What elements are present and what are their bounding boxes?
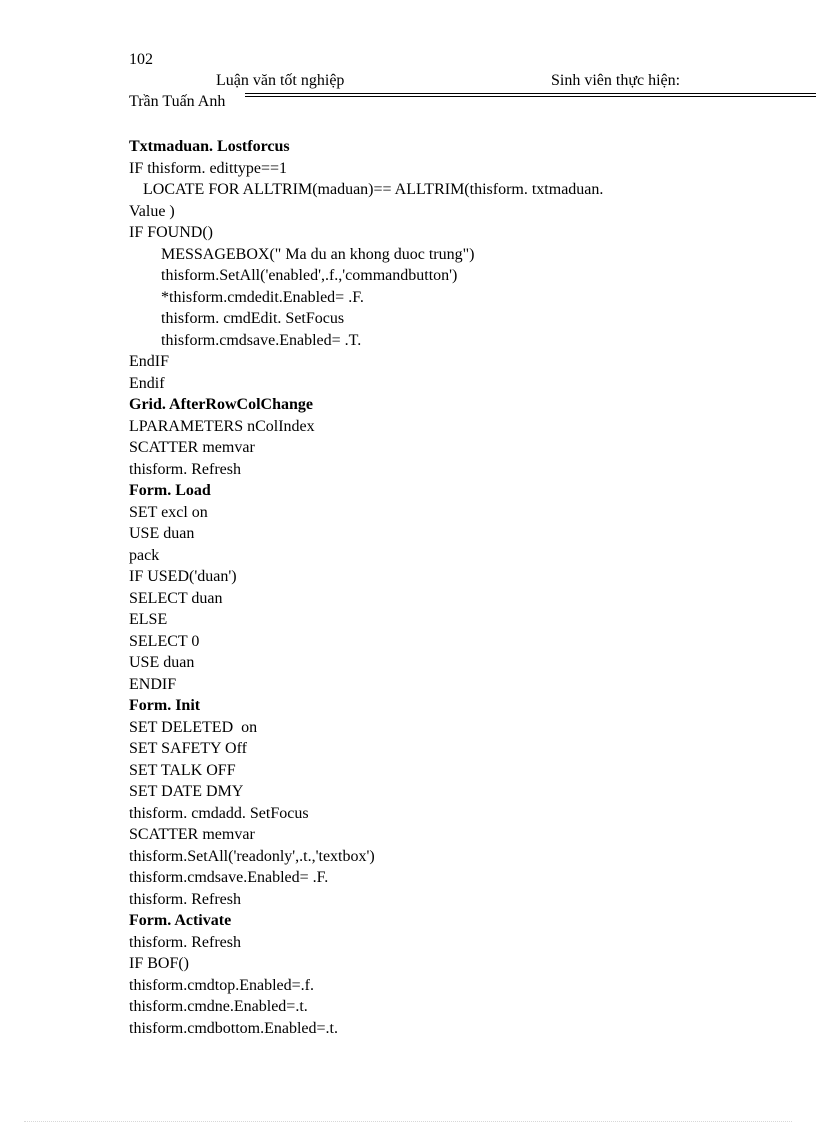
page-bottom-rule [24, 1121, 792, 1122]
code-line: *thisform.cmdedit.Enabled= .F. [161, 288, 364, 306]
section-heading: Grid. AfterRowColChange [129, 396, 313, 413]
section-heading: Form. Init [129, 697, 201, 714]
code-line: IF thisform. edittype==1 [129, 159, 288, 177]
code-line: LPARAMETERS nColIndex [129, 417, 315, 435]
code-line: USE duan [129, 654, 195, 671]
header-author-name: Trần Tuấn Anh [129, 93, 226, 110]
code-line: EndIF [129, 353, 169, 370]
code-line: SET DATE DMY [129, 783, 244, 800]
code-line: SET DELETED on [129, 718, 258, 736]
code-line: thisform. Refresh [129, 460, 241, 478]
code-line: SELECT duan [129, 589, 223, 607]
section-heading: Txtmaduan. Lostforcus [129, 138, 290, 155]
header-thesis-title: Luận văn tốt nghiệp [216, 72, 345, 89]
code-line: thisform. Refresh [129, 890, 241, 908]
code-line: Value ) [129, 202, 175, 220]
code-line: thisform.cmdne.Enabled=.t. [129, 998, 308, 1015]
code-line: pack [129, 546, 160, 564]
code-line: ELSE [129, 611, 168, 628]
code-line: IF FOUND() [129, 224, 213, 241]
code-line: SET SAFETY Off [129, 740, 247, 757]
code-line: ENDIF [129, 675, 177, 693]
section-heading: Form. Load [129, 482, 211, 499]
code-line: thisform.cmdsave.Enabled= .T. [161, 331, 362, 349]
code-line: thisform. Refresh [129, 933, 241, 951]
code-listing [129, 136, 789, 1039]
header-rule [245, 93, 816, 94]
code-line: LOCATE FOR ALLTRIM(maduan)== ALLTRIM(thisform. txtmaduan. [143, 181, 604, 198]
code-line: IF BOF() [129, 955, 190, 972]
code-line: SCATTER memvar [129, 826, 255, 843]
code-line: IF USED('duan') [129, 568, 237, 585]
code-line: SCATTER memvar [129, 439, 255, 456]
code-line: SET TALK OFF [129, 761, 236, 779]
code-line: Endif [129, 374, 165, 392]
code-line: thisform. cmdadd. SetFocus [129, 804, 309, 822]
code-line: SELECT 0 [129, 632, 200, 650]
code-line: thisform.cmdtop.Enabled=.f. [129, 976, 314, 994]
code-line: thisform.cmdbottom.Enabled=.t. [129, 1019, 338, 1037]
code-line: USE duan [129, 525, 195, 542]
header-student-label: Sinh viên thực hiện: [551, 72, 681, 89]
code-line: thisform.SetAll('enabled',.f.,'commandbutton') [161, 267, 458, 284]
code-line: MESSAGEBOX(" Ma du an khong duoc trung") [161, 245, 475, 263]
code-line: thisform.SetAll('readonly',.t.,'textbox') [129, 847, 375, 865]
page-number: 102 [129, 51, 153, 68]
header-rule-double [245, 96, 816, 97]
section-heading: Form. Activate [129, 912, 232, 929]
code-line: SET excl on [129, 503, 208, 521]
code-line: thisform. cmdEdit. SetFocus [161, 310, 345, 327]
code-line: thisform.cmdsave.Enabled= .F. [129, 869, 329, 886]
